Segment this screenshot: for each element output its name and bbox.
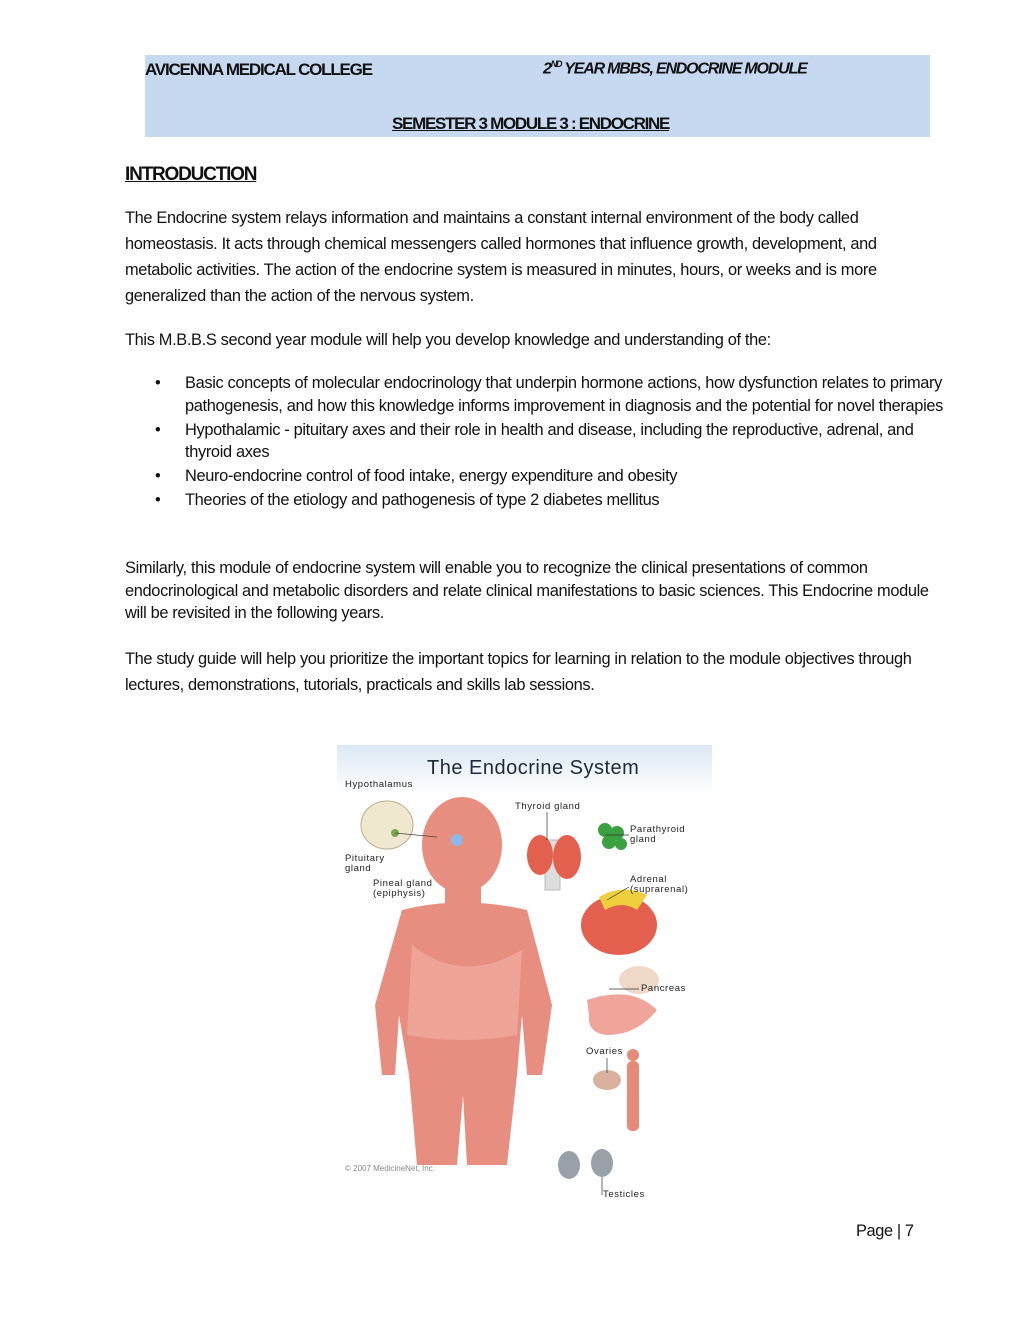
pineal-label: Pineal gland (epiphysis): [373, 878, 433, 899]
testicles-icon: [558, 1149, 613, 1179]
hypothalamus-label: Hypothalamus: [345, 779, 413, 790]
page-number: Page | 7: [856, 1222, 914, 1240]
objectives-list: [125, 372, 955, 513]
module-paragraph: This M.B.B.S second year module will help you develop knowledge and understanding of the:: [125, 331, 771, 349]
pancreas-label: Pancreas: [641, 983, 686, 994]
figure-title: The Endocrine System: [427, 757, 640, 779]
endocrine-system-figure: [337, 745, 714, 1205]
thyroid-label: Thyroid gland: [515, 801, 581, 812]
ovaries-label: Ovaries: [586, 1046, 623, 1057]
endocrine-illustration: [337, 745, 714, 1205]
document-header: [145, 55, 930, 137]
thyroid-icon: [527, 835, 581, 890]
intro-paragraph: The Endocrine system relays information and maintains a constant internal environment of the body called homeostasis. It acts through chemical messengers called hormones that influence growth, development, and metabolic activities. The action of the endocrine system is measured in minutes, hours, or weeks and is more generalized than the action of the nervous system.: [125, 209, 877, 305]
semester-title: SEMESTER 3 MODULE 3 : ENDOCRINE: [392, 114, 670, 133]
ovaries-icon: [593, 1049, 639, 1131]
list-item: • Hypothalamic - pituitary axes and their role in health and disease, including the reproductive, adrenal, and thyroid axes: [125, 419, 955, 464]
copyright-notice: © 2007 MedicineNet, Inc.: [345, 1164, 435, 1173]
pituitary-label: Pituitary gland: [345, 853, 385, 874]
list-item: • Neuro-endocrine control of food intake, energy expenditure and obesity: [125, 465, 955, 488]
similarly-paragraph: Similarly, this module of endocrine system will enable you to recognize the clinical presentations of common endocrinological and metabolic disorders and relate clinical manifestations to basic sciences. This Endocrine module will be revisited in the following years.: [125, 559, 929, 622]
study-guide-paragraph: The study guide will help you prioritize the important topics for learning in relation to the module objectives through lectures, demonstrations, tutorials, practicals and skills lab sessions.: [125, 650, 912, 694]
parathyroid-icon: [598, 823, 627, 850]
list-item: • Theories of the etiology and pathogenesis of type 2 diabetes mellitus: [125, 489, 955, 512]
pancreas-icon: [587, 966, 659, 1035]
module-title: 2ND YEAR MBBS, ENDOCRINE MODULE: [543, 59, 807, 78]
adrenal-icon: [581, 889, 657, 955]
adrenal-label: Adrenal (suprarenal): [630, 874, 689, 895]
section-heading: INTRODUCTION: [125, 164, 257, 185]
college-name: AVICENNA MEDICAL COLLEGE: [145, 60, 372, 79]
testicles-label: Testicles: [603, 1189, 645, 1200]
parathyroid-label: Parathyroid gland: [630, 824, 686, 845]
list-item: • Basic concepts of molecular endocrinology that underpin hormone actions, how dysfunction relates to primary pathogenesis, and how this knowledge informs improvement in diagnosis and the potential for novel therapies: [125, 372, 955, 417]
